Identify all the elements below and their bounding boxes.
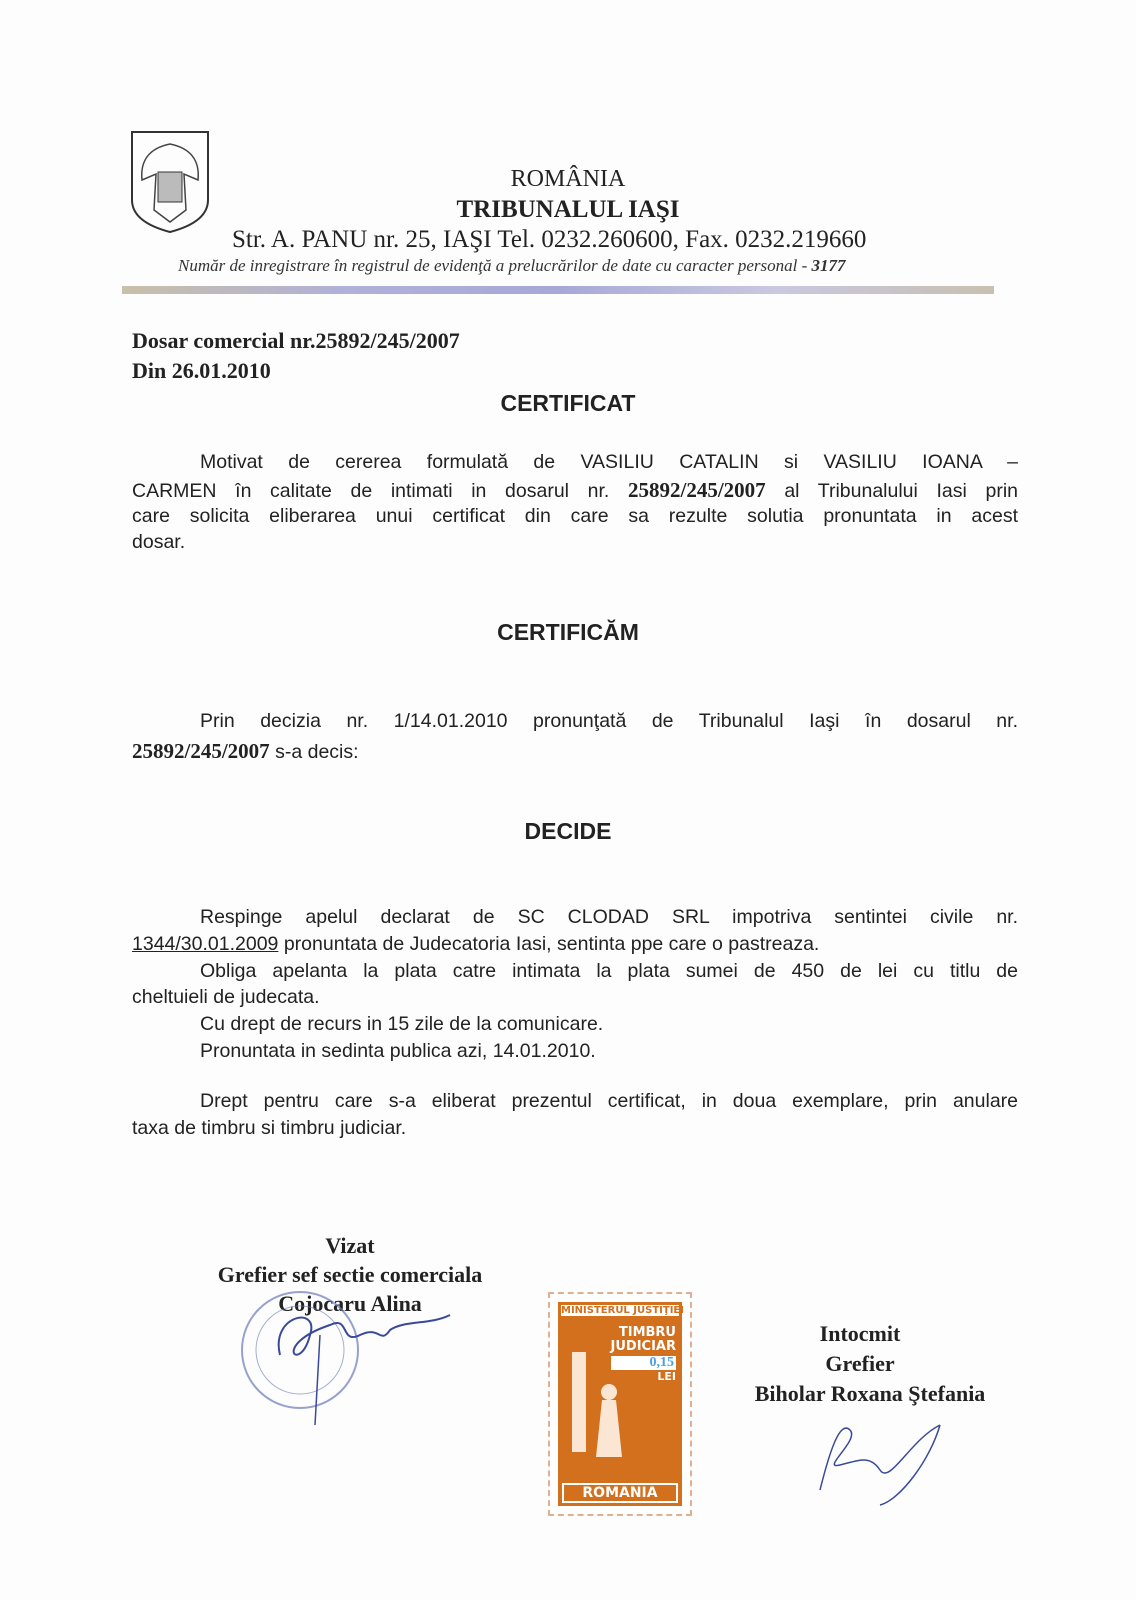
ruling-line-5: Cu drept de recurs in 15 zile de la comunicare. bbox=[200, 1013, 604, 1035]
stamp-ministry: MINISTERUL JUSTIŢIEI bbox=[561, 1305, 684, 1316]
left-sig-role: Grefier sef sectie comerciala bbox=[217, 1262, 483, 1287]
ruling-line-4: cheltuieli de judecata. bbox=[132, 986, 320, 1008]
header-divider bbox=[122, 286, 994, 294]
registry-note: Număr de inregistrare în registrul de evidenţă a prelucrărilor de date cu caracter personal - bbox=[178, 256, 812, 275]
ruling-line-3: Obliga apelanta la plata catre intimata la plata sumei de 450 de lei cu titlu de bbox=[200, 960, 1018, 982]
decision-text: s-a decis: bbox=[269, 741, 359, 763]
sentence-number: 1344/30.01.2009 bbox=[132, 933, 279, 955]
header-address: Str. A. PANU nr. 25, IAŞI Tel. 0232.260600, Fax. 0232.219660 bbox=[232, 226, 867, 253]
stamp-title: TIMBRU bbox=[618, 1325, 676, 1340]
right-sig-name: Biholar Roxana Ştefania bbox=[754, 1381, 986, 1406]
ruling-line-1: Respinge apelul declarat de SC CLODAD SRL impotriva sentintei civile nr. bbox=[200, 906, 1018, 928]
heading-decide: DECIDE bbox=[524, 818, 612, 844]
left-sig-vizat: Vizat bbox=[325, 1233, 375, 1258]
heading-certificam: CERTIFICĂM bbox=[497, 619, 639, 645]
round-seal-and-signature bbox=[230, 1285, 470, 1435]
intro-text: al Tribunalului Iasi prin bbox=[784, 480, 1019, 502]
decision-line-2 bbox=[132, 739, 1018, 764]
file-number: Dosar comercial nr.25892/245/2007 bbox=[132, 328, 460, 353]
justice-figure-icon bbox=[564, 1332, 634, 1462]
header-registry bbox=[178, 256, 845, 276]
file-number-ref: 25892/245/2007 bbox=[132, 739, 270, 763]
decision-line-1: Prin decizia nr. 1/14.01.2010 pronunţată de Tribunalul Iaşi în dosarul nr. bbox=[200, 710, 1018, 732]
judicial-stamp bbox=[548, 1292, 692, 1516]
ruling-line-8: taxa de timbru si timbru judiciar. bbox=[132, 1117, 407, 1139]
right-sig-role: Grefier bbox=[825, 1351, 895, 1376]
ruling-line-2 bbox=[132, 933, 1018, 956]
left-sig-name: Cojocaru Alina bbox=[278, 1291, 422, 1316]
ruling-text: pronuntata de Judecatoria Iasi, sentinta ppe care o pastreaza. bbox=[278, 933, 820, 955]
stamp-unit: LEI bbox=[657, 1370, 676, 1383]
ruling-line-7: Drept pentru care s-a eliberat prezentul certificat, in doua exemplare, prin anulare bbox=[200, 1090, 1018, 1112]
intro-text: CARMEN în calitate de intimati in dosarul nr. bbox=[132, 480, 610, 502]
handwritten-signature bbox=[800, 1410, 970, 1510]
file-date: Din 26.01.2010 bbox=[132, 358, 271, 383]
ruling-line-6: Pronuntata in sedinta publica azi, 14.01.2010. bbox=[200, 1040, 596, 1062]
intro-line-3: care solicita eliberarea unui certificat din care sa rezulte solutia pronuntata in acest bbox=[132, 505, 1018, 527]
stamp-country: ROMANIA bbox=[562, 1483, 678, 1503]
stamp-value: 0,15 bbox=[611, 1356, 676, 1370]
file-number-ref: 25892/245/2007 bbox=[627, 478, 766, 502]
intro-line-1: Motivat de cererea formulată de VASILIU CATALIN si VASILIU IOANA – bbox=[200, 451, 1018, 473]
intro-line-2 bbox=[132, 478, 1018, 503]
stamp-title: JUDICIAR bbox=[610, 1339, 676, 1354]
header-court: TRIBUNALUL IAŞI bbox=[456, 196, 680, 223]
intro-line-4: dosar. bbox=[132, 531, 186, 553]
registry-number: 3177 bbox=[811, 256, 846, 275]
header-country: ROMÂNIA bbox=[510, 166, 626, 192]
title-certificat: CERTIFICAT bbox=[500, 390, 636, 416]
right-sig-intocmit: Intocmit bbox=[819, 1321, 901, 1346]
